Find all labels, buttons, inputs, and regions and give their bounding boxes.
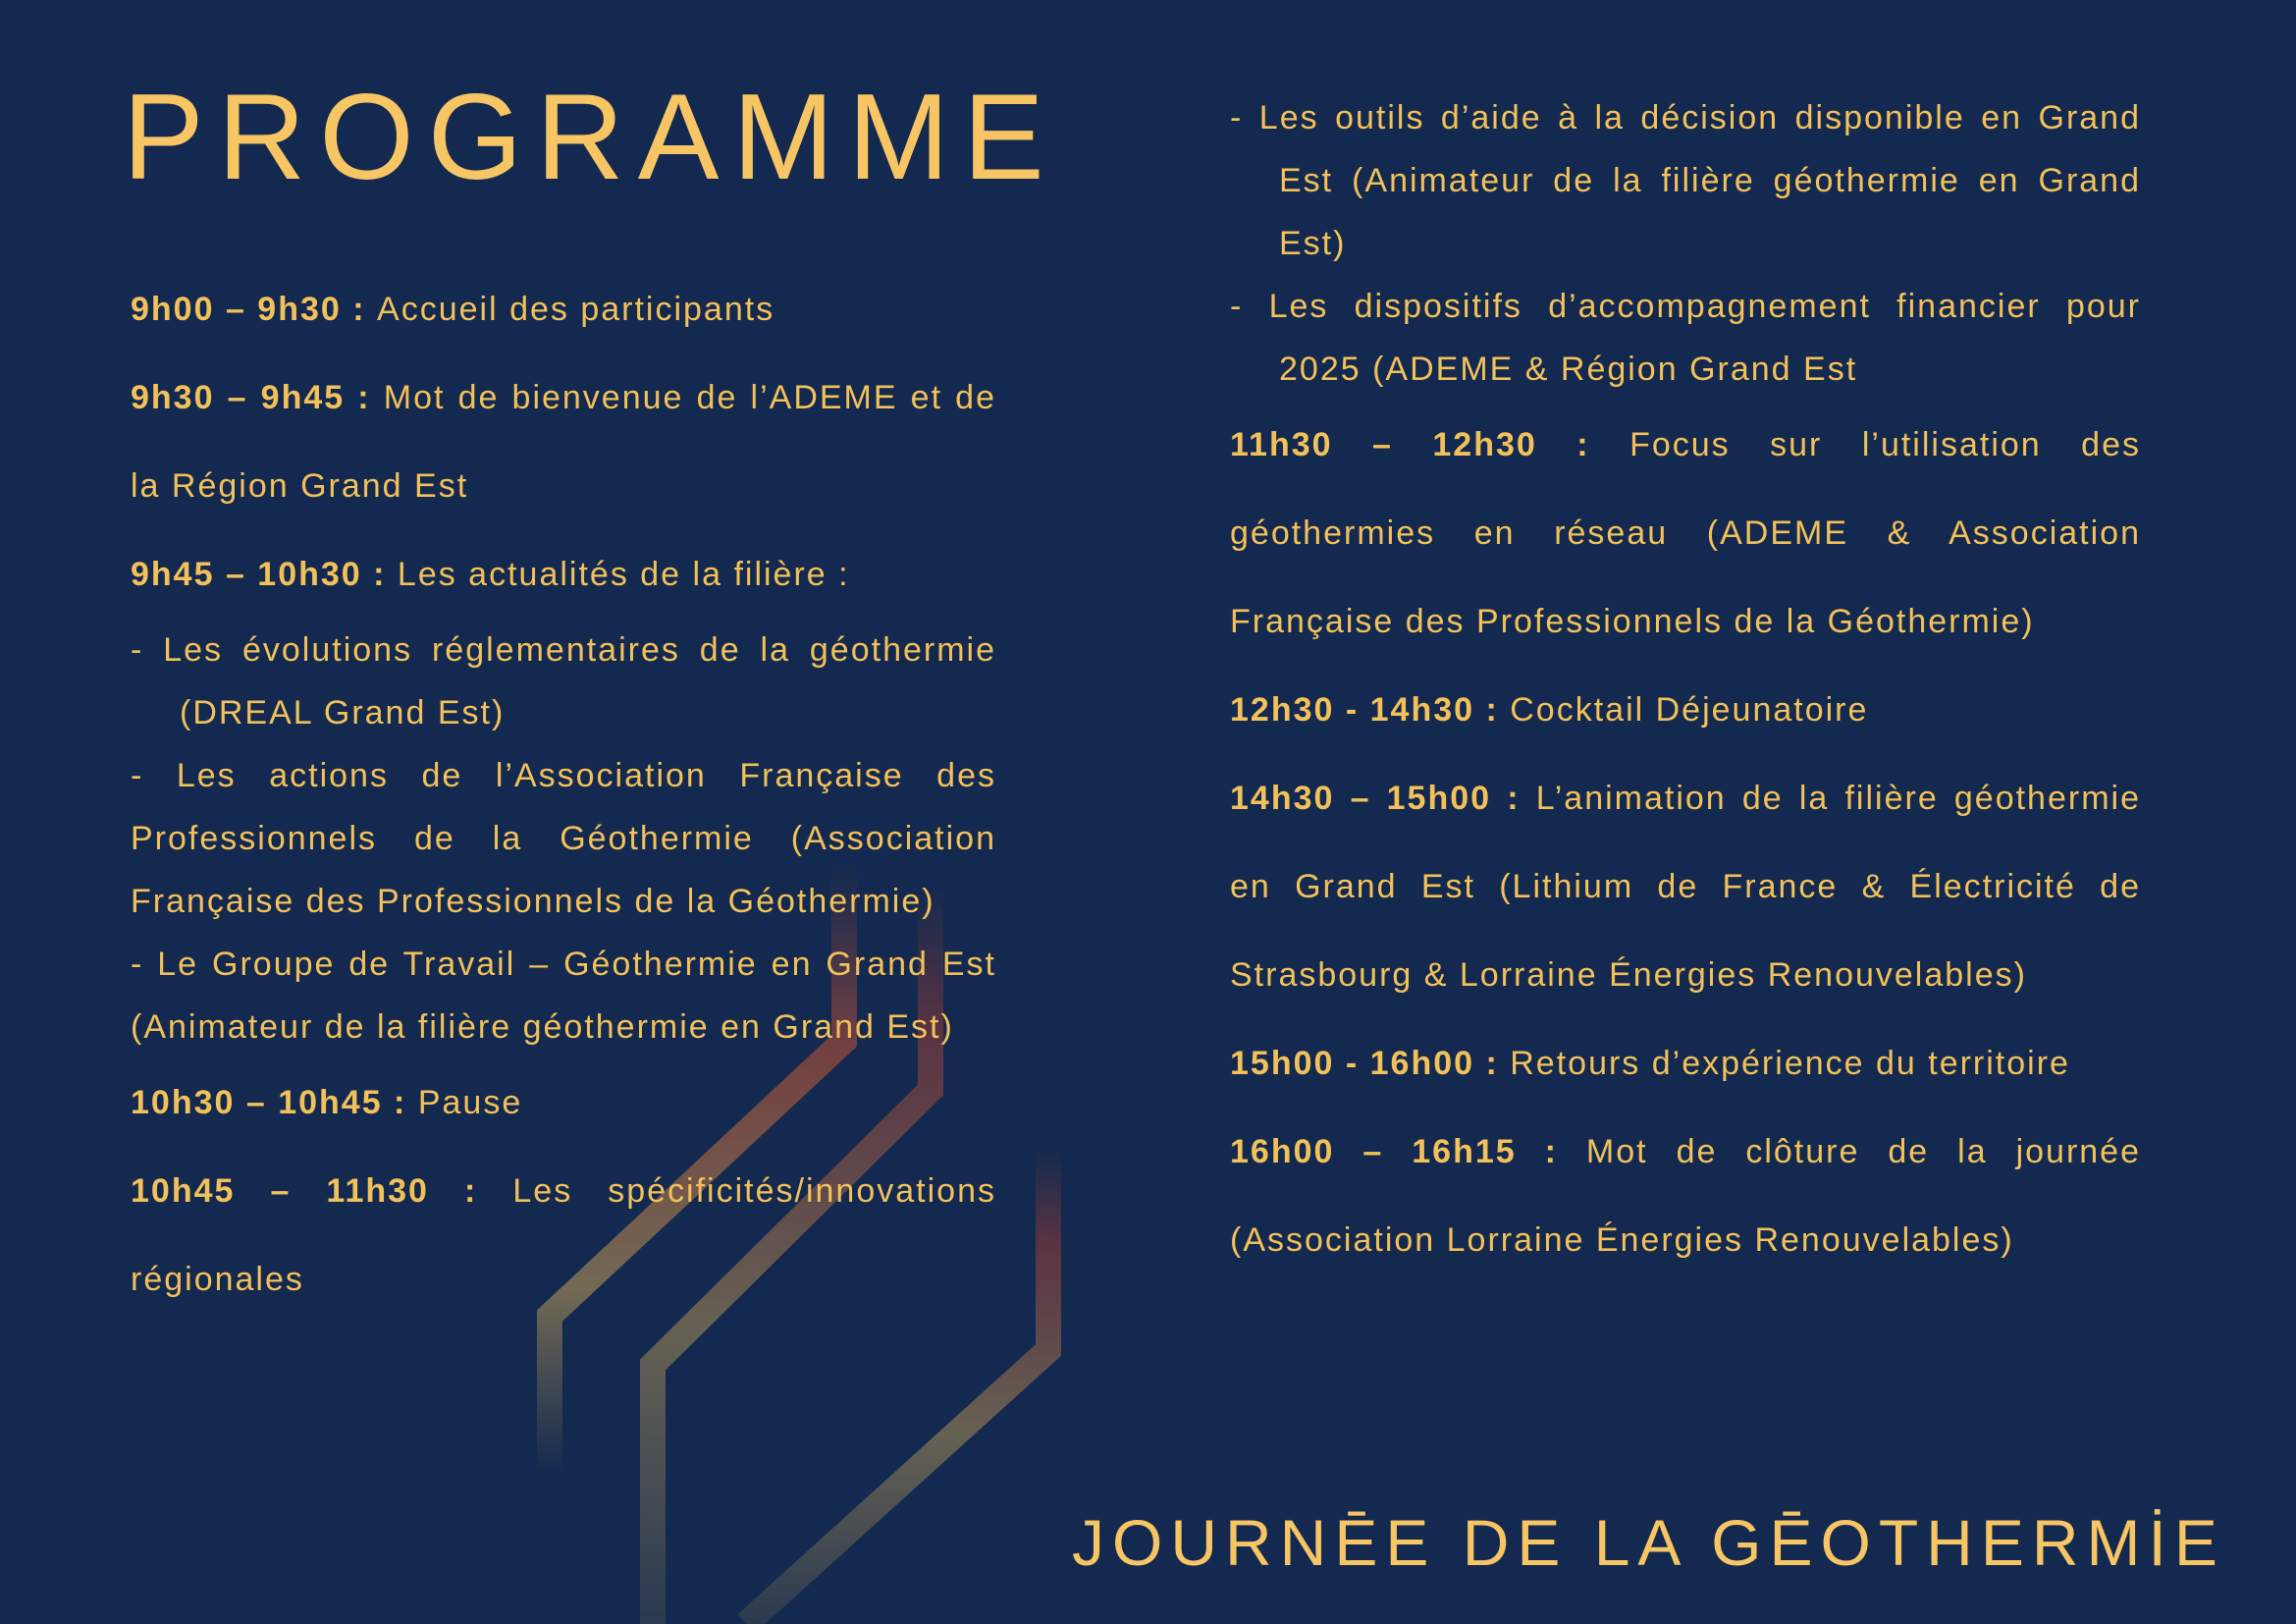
schedule-entry (131, 353, 996, 530)
time-separator: : (1536, 426, 1630, 463)
time-separator (406, 1084, 417, 1121)
schedule-entry (1230, 1108, 2141, 1284)
schedule-entry (1230, 1019, 2141, 1108)
time-range: 9h45 – 10h30 (131, 556, 362, 593)
time-separator: : (341, 291, 378, 328)
entry-text: L’animation de la filière géothermie en Grand Est (Lithium de France & Électricité de Strasbourg & Lorraine Énergies Renouvelables) (1230, 780, 2141, 994)
entry-text: Les actualités de la filière : (397, 556, 850, 593)
time-separator: : (1516, 1133, 1586, 1170)
schedule-entry (131, 1147, 996, 1324)
entry-text: Pause (417, 1084, 523, 1121)
time-separator: : (428, 1172, 513, 1210)
schedule-right-column (1230, 86, 2141, 1284)
entry-text: Cocktail Déjeunatoire (1510, 691, 1869, 729)
time-range: 15h00 - 16h00 (1230, 1045, 1475, 1082)
entry-text: Accueil des participants (377, 291, 775, 328)
time-range: 12h30 - 14h30 (1230, 691, 1475, 729)
schedule-entry (131, 530, 996, 619)
bullet-item: - Le Groupe de Travail – Géothermie en Grand Est (Animateur de la filière géothermie en Grand Est) (131, 946, 996, 1046)
time-separator: : (1474, 1045, 1511, 1082)
schedule-entry (131, 1058, 996, 1147)
bullet-item: - Les outils d’aide à la décision disponible en Grand Est (Animateur de la filière géothermie en Grand Est) (1230, 99, 2141, 262)
time-range: 10h30 – 10h45 : (131, 1084, 407, 1121)
entry-text: Focus sur l’utilisation des géothermies en réseau (ADEME & Association Française des Professionnels de la Géothermie) (1230, 426, 2141, 640)
time-range: 10h45 – 11h30 (131, 1172, 429, 1210)
schedule-entry (1230, 401, 2141, 666)
time-range: 9h30 – 9h45 (131, 379, 346, 416)
time-range: 9h00 – 9h30 (131, 291, 342, 328)
page-title: PROGRAMME (123, 70, 1058, 205)
time-range: 11h30 – 12h30 (1230, 426, 1537, 463)
time-range: 16h00 – 16h15 (1230, 1133, 1517, 1170)
schedule-entry (131, 265, 996, 353)
event-title-footer: JOURNĒE DE LA GĒOTHERMİE (1072, 1506, 2225, 1579)
time-separator: : (1474, 691, 1511, 729)
schedule-left-column (131, 265, 996, 1324)
time-range: 14h30 – 15h00 (1230, 780, 1492, 817)
bullet-item: - Les dispositifs d’accompagnement financier pour 2025 (ADEME & Région Grand Est (1230, 288, 2141, 388)
entry-text: Les spécificités/innovations régionales (131, 1172, 996, 1298)
entry-text: Retours d’expérience du territoire (1510, 1045, 2070, 1082)
entry-text: Mot de clôture de la journée (Association Lorraine Énergies Renouvelables) (1230, 1133, 2141, 1259)
bullet-item: - Les évolutions réglementaires de la géothermie (DREAL Grand Est) (131, 631, 996, 731)
time-separator: : (361, 556, 398, 593)
bullet-item: - Les actions de l’Association Française des Professionnels de la Géothermie (Association Française des Professionnels de la Géothermie) (131, 757, 996, 920)
time-separator: : (1491, 780, 1536, 817)
entry-text: Mot de bienvenue de l’ADEME et de la Région Grand Est (131, 379, 996, 505)
schedule-entry (1230, 666, 2141, 754)
time-separator: : (345, 379, 384, 416)
schedule-entry (1230, 754, 2141, 1019)
